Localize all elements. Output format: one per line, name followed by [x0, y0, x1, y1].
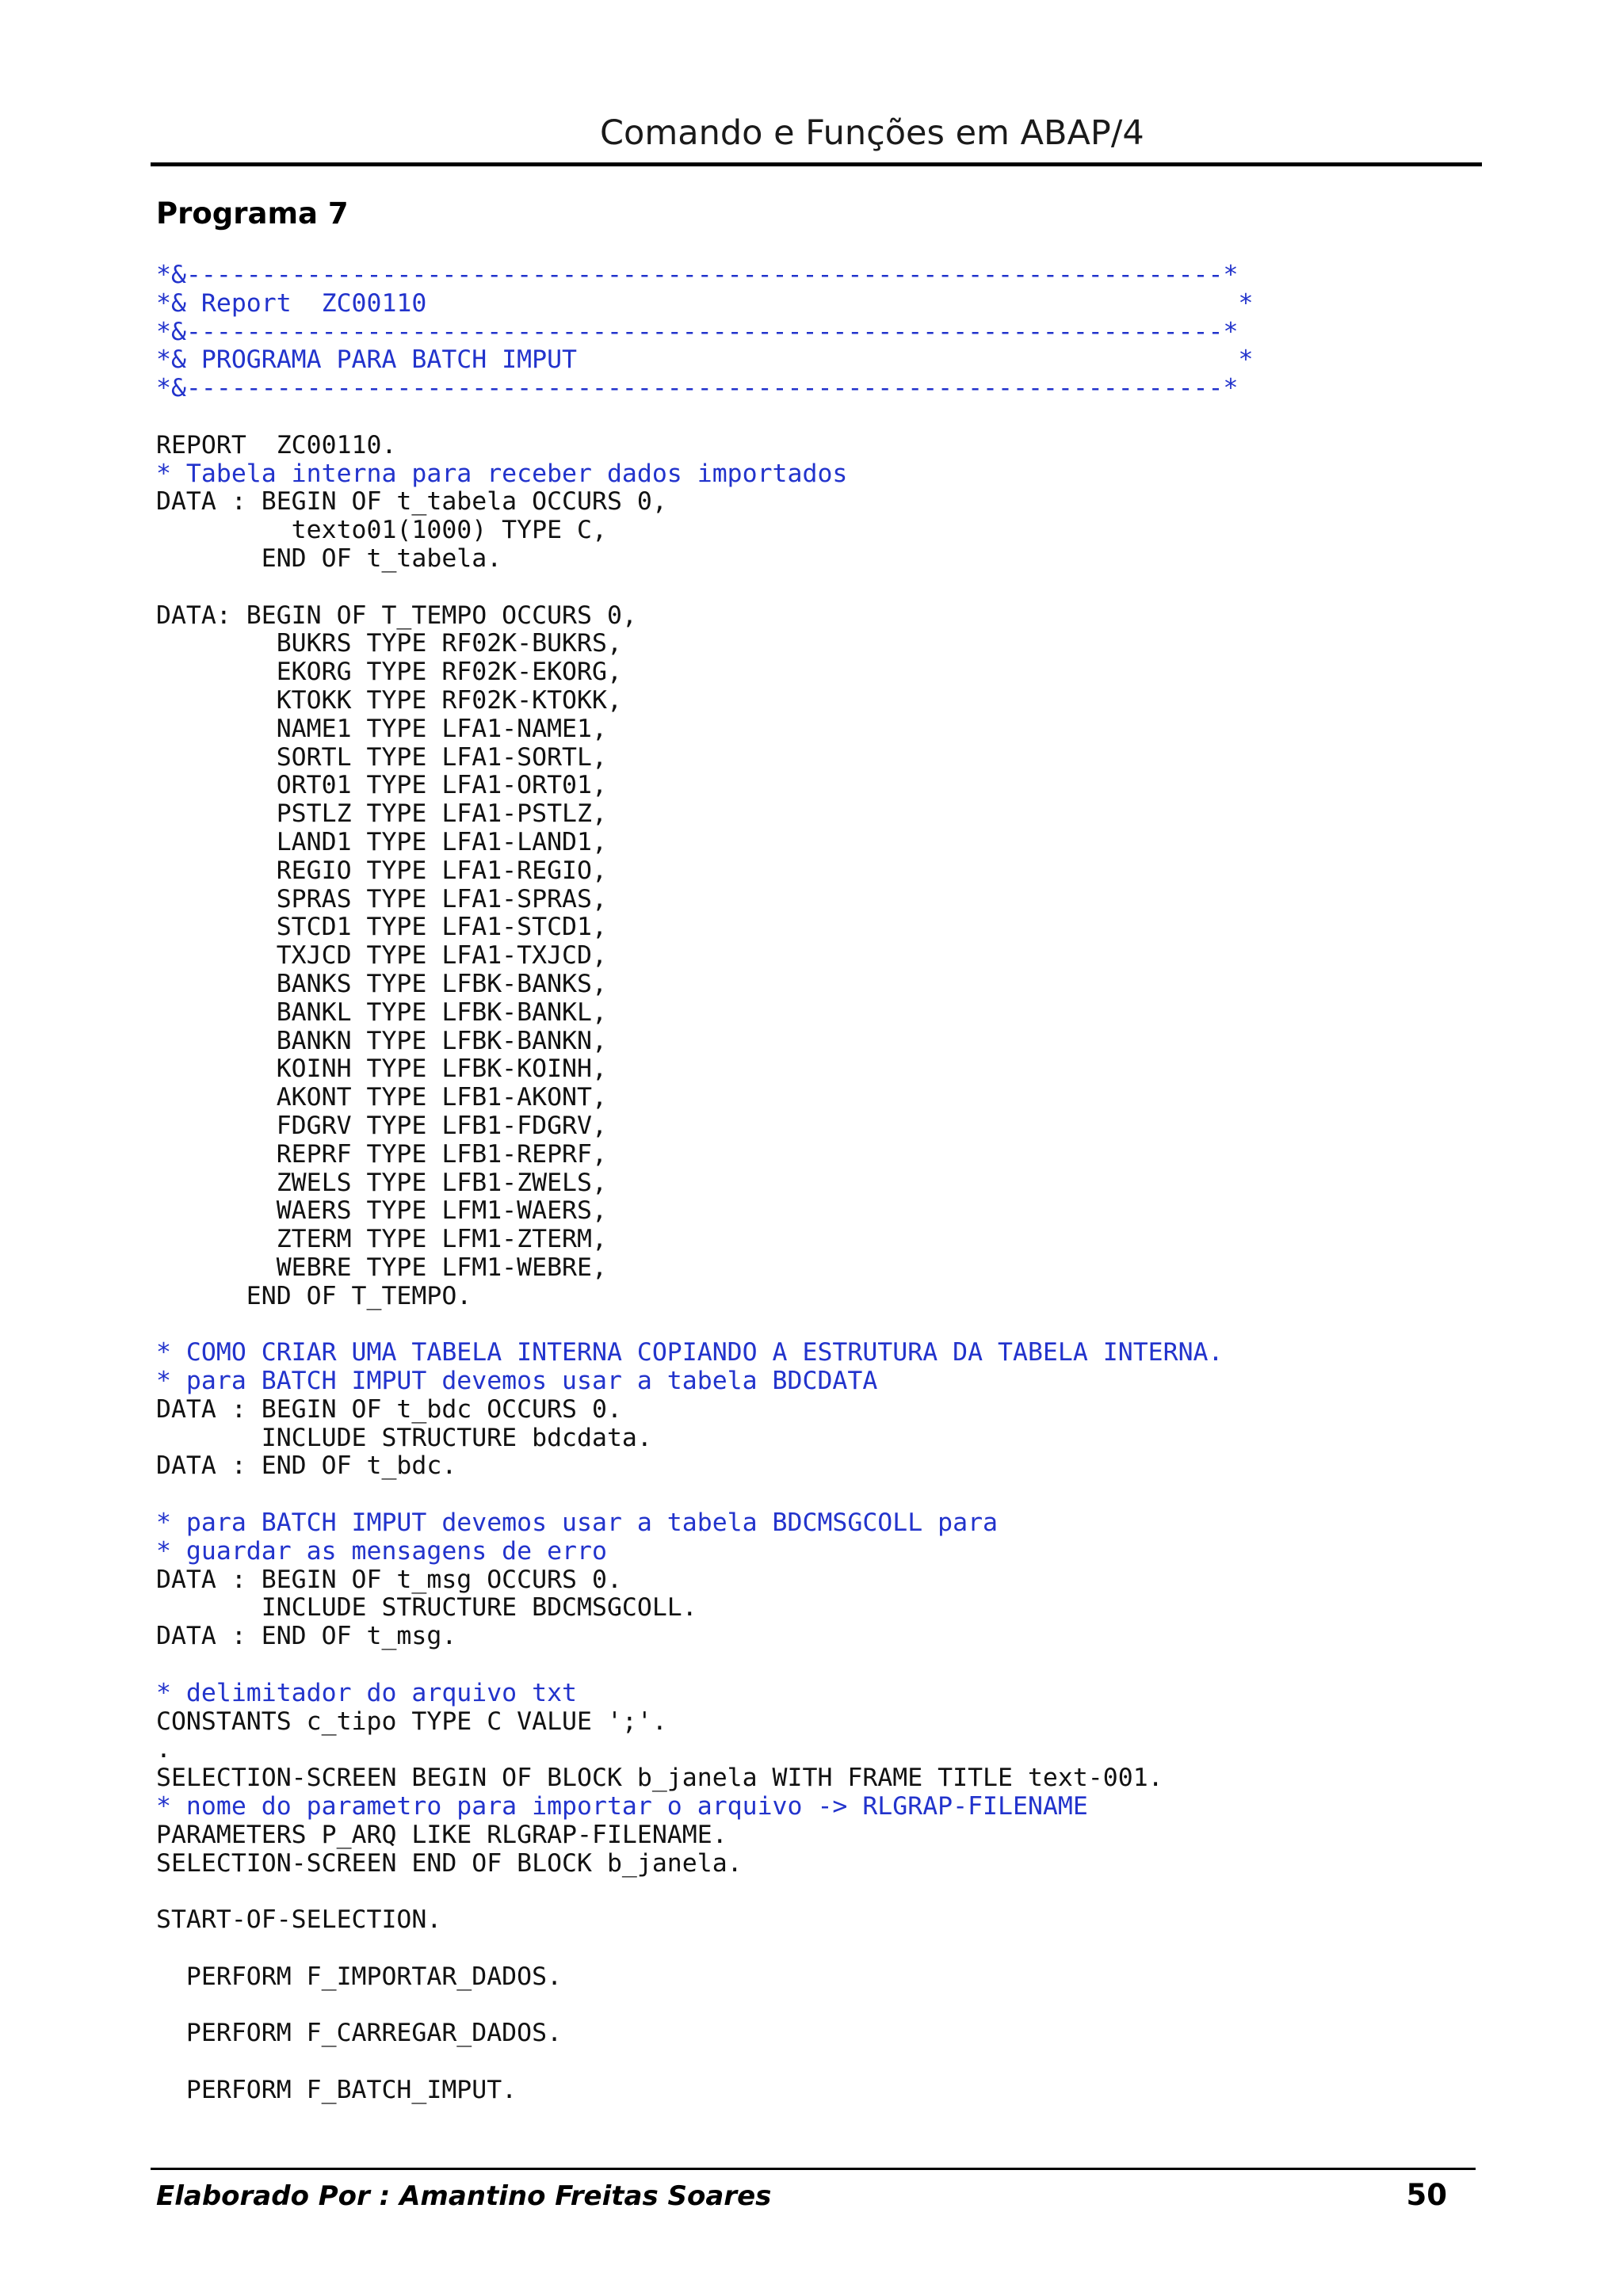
- code-comment-line: *&---------------------------------------------------------------------*: [156, 374, 1239, 403]
- code-line: BUKRS TYPE RF02K-BUKRS,: [156, 629, 622, 658]
- code-line: [156, 1992, 1487, 2020]
- page-header: [151, 113, 1482, 166]
- code-line: DATA : END OF t_bdc.: [156, 1451, 457, 1481]
- code-comment-line: *&---------------------------------------------------------------------*: [156, 261, 1239, 289]
- code-line: STCD1 TYPE LFA1-STCD1,: [156, 913, 607, 942]
- code-line: KTOKK TYPE RF02K-KTOKK,: [156, 685, 622, 715]
- code-line: PERFORM F_CARREGAR_DADOS.: [156, 2019, 563, 2048]
- code-line: PERFORM F_BATCH_IMPUT.: [156, 2076, 517, 2104]
- code-line: BANKL TYPE LFBK-BANKL,: [156, 997, 607, 1027]
- page-footer: [151, 2168, 1476, 2218]
- code-line: ZWELS TYPE LFB1-ZWELS,: [156, 1168, 607, 1197]
- code-line: PSTLZ TYPE LFA1-PSTLZ,: [156, 799, 607, 829]
- code-line: .: [156, 1735, 171, 1764]
- header-title: Comando e Funções em ABAP/4: [600, 113, 1144, 153]
- code-comment-line: *&---------------------------------------------------------------------*: [156, 317, 1239, 346]
- code-line: DATA : BEGIN OF t_bdc OCCURS 0.: [156, 1394, 622, 1424]
- code-comment-line: * para BATCH IMPUT devemos usar a tabela BDCDATA: [156, 1367, 878, 1396]
- code-comment-line: *& Report ZC00110 *: [156, 288, 1254, 318]
- code-comment-line: * COMO CRIAR UMA TABELA INTERNA COPIANDO A ESTRUTURA DA TABELA INTERNA.: [156, 1338, 1224, 1367]
- code-line: DATA : BEGIN OF t_msg OCCURS 0.: [156, 1565, 622, 1594]
- code-line: WEBRE TYPE LFM1-WEBRE,: [156, 1253, 607, 1282]
- code-line: KOINH TYPE LFBK-KOINH,: [156, 1055, 607, 1084]
- code-line: REPRF TYPE LFB1-REPRF,: [156, 1139, 607, 1169]
- code-line: CONSTANTS c_tipo TYPE C VALUE ';'.: [156, 1707, 667, 1736]
- code-line: REGIO TYPE LFA1-REGIO,: [156, 856, 607, 885]
- code-line: [156, 403, 1487, 432]
- code-line: ORT01 TYPE LFA1-ORT01,: [156, 771, 607, 800]
- code-line: SELECTION-SCREEN END OF BLOCK b_janela.: [156, 1848, 743, 1878]
- code-line: START-OF-SELECTION.: [156, 1905, 442, 1935]
- code-line: [156, 2048, 1487, 2077]
- code-line: DATA : END OF t_msg.: [156, 1622, 457, 1651]
- code-line: INCLUDE STRUCTURE bdcdata.: [156, 1423, 652, 1452]
- code-comment-line: *& PROGRAMA PARA BATCH IMPUT *: [156, 345, 1254, 375]
- code-line: DATA: BEGIN OF T_TEMPO OCCURS 0,: [156, 601, 637, 630]
- page-number: 50: [1406, 2178, 1447, 2212]
- code-line: TXJCD TYPE LFA1-TXJCD,: [156, 941, 607, 971]
- code-comment-line: * para BATCH IMPUT devemos usar a tabela BDCMSGCOLL para: [156, 1508, 999, 1538]
- code-line: [156, 1310, 1487, 1339]
- code-line: AKONT TYPE LFB1-AKONT,: [156, 1083, 607, 1112]
- code-comment-line: * delimitador do arquivo txt: [156, 1678, 578, 1707]
- code-line: END OF T_TEMPO.: [156, 1281, 472, 1310]
- code-line: NAME1 TYPE LFA1-NAME1,: [156, 714, 607, 743]
- code-line: PARAMETERS P_ARQ LIKE RLGRAP-FILENAME.: [156, 1820, 727, 1849]
- code-line: [156, 1481, 1487, 1509]
- code-line: BANKS TYPE LFBK-BANKS,: [156, 969, 607, 998]
- code-line: ZTERM TYPE LFM1-ZTERM,: [156, 1225, 607, 1254]
- code-comment-line: * guardar as mensagens de erro: [156, 1536, 607, 1566]
- code-line: DATA : BEGIN OF t_tabela OCCURS 0,: [156, 487, 667, 517]
- code-line: [156, 574, 1487, 602]
- code-line: REPORT ZC00110.: [156, 430, 397, 460]
- code-line: texto01(1000) TYPE C,: [156, 516, 607, 545]
- code-line: INCLUDE STRUCTURE BDCMSGCOLL.: [156, 1593, 697, 1623]
- footer-author: Elaborado Por : Amantino Freitas Soares: [156, 2180, 772, 2212]
- code-line: [156, 1651, 1487, 1680]
- code-comment-line: * Tabela interna para receber dados importados: [156, 459, 848, 488]
- code-line: EKORG TYPE RF02K-EKORG,: [156, 658, 622, 687]
- code-line: WAERS TYPE LFM1-WAERS,: [156, 1196, 607, 1226]
- code-line: SPRAS TYPE LFA1-SPRAS,: [156, 884, 607, 913]
- code-line: SORTL TYPE LFA1-SORTL,: [156, 742, 607, 772]
- code-line: PERFORM F_IMPORTAR_DADOS.: [156, 1962, 563, 1991]
- code-listing: [156, 261, 1487, 2105]
- code-line: LAND1 TYPE LFA1-LAND1,: [156, 827, 607, 856]
- section-title: Programa 7: [156, 196, 349, 231]
- code-line: SELECTION-SCREEN BEGIN OF BLOCK b_janela WITH FRAME TITLE text-001.: [156, 1764, 1163, 1793]
- code-line: [156, 1878, 1487, 1906]
- code-line: FDGRV TYPE LFB1-FDGRV,: [156, 1111, 607, 1140]
- code-line: BANKN TYPE LFBK-BANKN,: [156, 1026, 607, 1055]
- code-line: END OF t_tabela.: [156, 543, 502, 573]
- code-line: [156, 1935, 1487, 1963]
- code-comment-line: * nome do parametro para importar o arquivo -> RLGRAP-FILENAME: [156, 1792, 1088, 1821]
